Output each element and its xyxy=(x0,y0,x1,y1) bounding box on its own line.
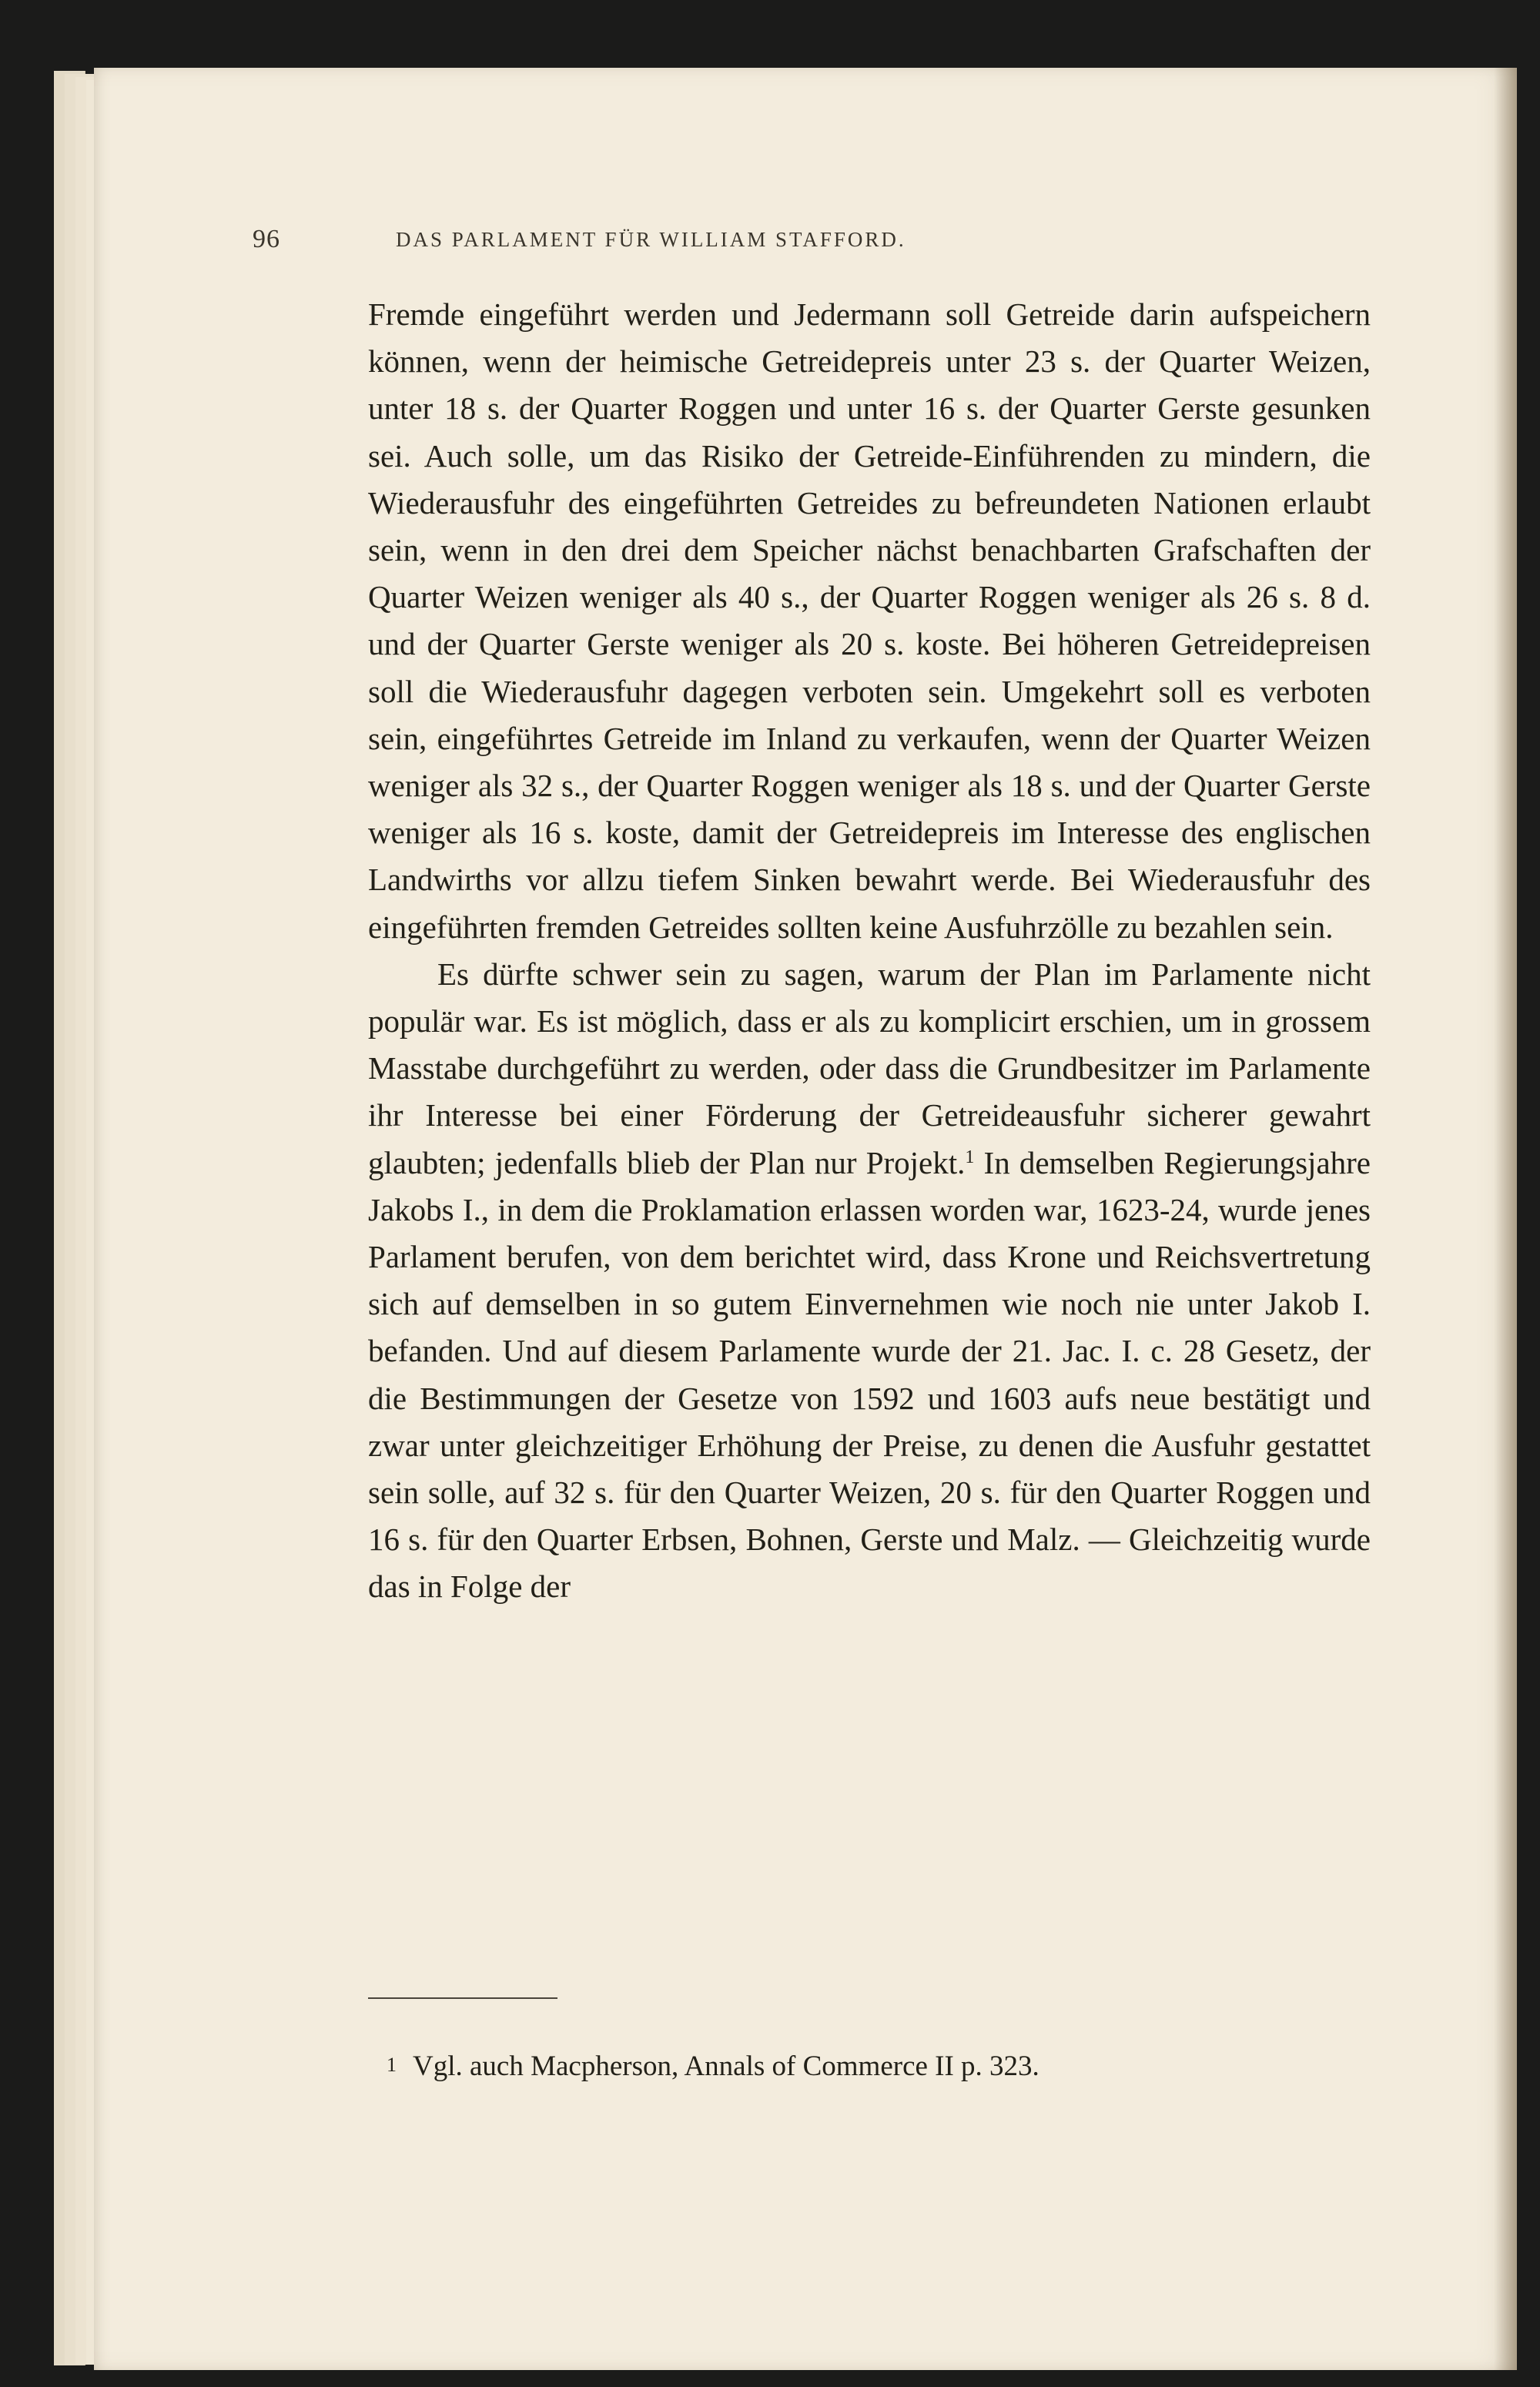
main-text xyxy=(368,291,1371,1611)
footnote-rule xyxy=(368,1997,557,1999)
page-gutter-shadow xyxy=(1494,68,1517,2370)
running-head-title: DAS PARLAMENT FÜR WILLIAM STAFFORD. xyxy=(396,228,906,251)
page-number: 96 xyxy=(253,225,280,253)
footnote xyxy=(387,2048,1368,2085)
running-head xyxy=(253,225,1423,256)
paragraph-text: In demselben Regierungsjahre Jakobs I., in dem die Proklamation erlassen worden war, 1623-24, wurde jenes Parlament berufen, von dem berichtet wird, dass Krone und Reichsvertretung sich auf demselben in so gutem Einvernehmen wie noch nie unter Jakob I. befanden. Und auf diesem Parlamente wurde der 21. Jac. I. c. 28 Gesetz, der die Bestimmungen der Gesetze von 1592 und 1603 aufs neue bestätigt und zwar unter gleichzeitiger Erhöhung der Preise, zu denen die Ausfuhr gestattet sein solle, auf 32 s. für den Quarter Weizen, 20 s. für den Quarter Roggen und 16 s. für den Quarter Erbsen, Bohnen, Gerste und Malz. — Gleichzeitig wurde das in Folge der xyxy=(368,1144,1371,1605)
paragraph xyxy=(368,951,1371,1611)
footnote-mark: 1 xyxy=(387,2054,397,2076)
footnote-reference: 1 xyxy=(965,1147,975,1167)
paragraph-text: Es dürfte schwer sein zu sagen, warum der Plan im Parlamente nicht populär war. Es ist möglich, dass er als zu komplicirt erschien, um in grossem Masstabe durchgeführt zu werden, oder dass die Grundbesitzer im Parlamente ihr Interesse bei einer Förderung der Getreideausfuhr sicherer gewahrt glaubten; jedenfalls blieb der Plan nur Projekt. xyxy=(368,956,1371,1180)
footnote-text: Vgl. auch Macpherson, Annals of Commerce II p. 323. xyxy=(413,2051,1040,2082)
paragraph: Fremde eingeführt werden und Jedermann soll Getreide darin aufspeichern können, wenn der heimische Getreidepreis unter 23 s. der Quarter Weizen, unter 18 s. der Quarter Roggen und unter 16 s. der Quarter Gerste gesunken sei. Auch solle, um das Risiko der Getreide-Einführenden zu mindern, die Wiederausfuhr des eingeführten Getreides zu befreundeten Nationen erlaubt sein, wenn in den drei dem Speicher nächst benachbarten Grafschaften der Quarter Weizen weniger als 40 s., der Quarter Roggen weniger als 26 s. 8 d. und der Quarter Gerste weniger als 20 s. koste. Bei höheren Getreidepreisen soll die Wiederausfuhr dagegen verboten sein. Umgekehrt soll es verboten sein, eingeführtes Getreide im Inland zu verkaufen, wenn der Quarter Weizen weniger als 32 s., der Quarter Roggen weniger als 18 s. und der Quarter Gerste weniger als 16 s. koste, damit der Getreidepreis im Interesse des englischen Landwirths vor allzu tiefem Sinken bewahrt werde. Bei Wiederausfuhr des eingeführten fremden Getreides sollten keine Ausfuhrzölle zu bezahlen sein. xyxy=(368,296,1371,945)
